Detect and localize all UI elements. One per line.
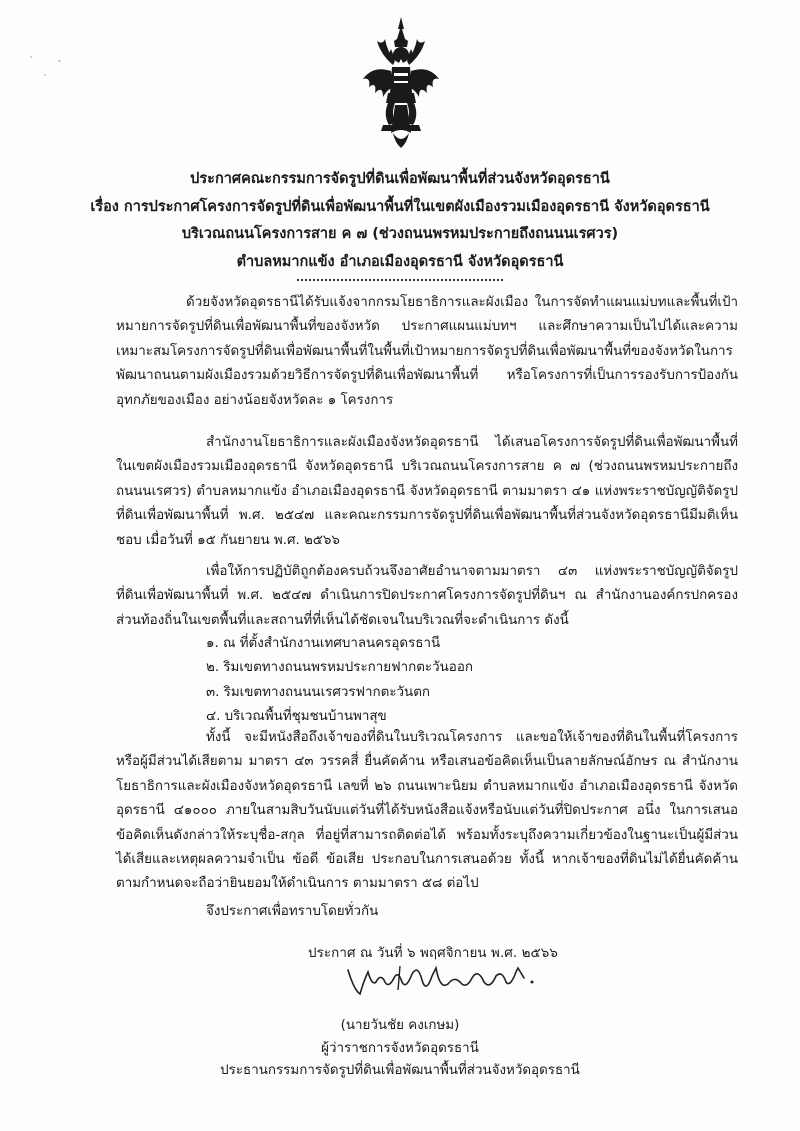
paragraph-proposal: สำนักงานโยธาธิการและผังเมืองจังหวัดอุดรธานี ได้เสนอโครงการจัดรูปที่ดินเพื่อพัฒนาพื้นที่ในเขตผังเมืองรวมเมืองอุดรธานี จังหวัดอุดรธานี บริเวณถนนโครงการสาย ค ๗ (ช่วงถนนพรหมประกายถึงถนนนเรศวร) ตำบลหมากแข้ง อำเภอเมืองอุดรธานี จังหวัดอุดรธานี ตามมาตรา ๔๑ แห่งพระราชบัญญัติจัดรูปที่ดินเพื่อพัฒนาพื้นที่ พ.ศ. ๒๕๔๗ และคณะกรรมการจัดรูปที่ดินเพื่อพัฒนาพื้นที่ส่วนจังหวัดอุดรธานีมีมติเห็นชอบ เมื่อวันที่ ๑๕ กันยายน พ.ศ. ๒๕๖๖ — [116, 435, 738, 548]
scan-speck — [58, 60, 61, 62]
list-item: ๔. บริเวณพื้นที่ชุมชนบ้านพาสุข — [206, 709, 387, 724]
list-item: ๓. ริมเขตทางถนนนเรศวรฟากตะวันตก — [206, 685, 431, 700]
paragraph-authority: เพื่อให้การปฏิบัติถูกต้องครบถ้วนจึงอาศัยอำนาจตามมาตรา ๔๓ แห่งพระราชบัญญัติจัดรูปที่ดินเพื่อพัฒนาพื้นที่ พ.ศ. ๒๕๔๗ ดำเนินการปิดประกาศโครงการจัดรูปที่ดินฯ ณ สำนักงานองค์กรปกครองส่วนท้องถิ่นในเขตพื้นที่และสถานที่ที่เห็นได้ชัดเจนในบริเวณที่จะดำเนินการ ดังนี้ — [116, 564, 738, 628]
announcement-district: ตำบลหมากแข้ง อำเภอเมืองอุดรธานี จังหวัดอุดรธานี — [236, 254, 564, 270]
paragraph-background: ด้วยจังหวัดอุดรธานีได้รับแจ้งจากกรมโยธาธิการและผังเมือง ในการจัดทำแผนแม่บทและพื้นที่เป้าหมายการจัดรูปที่ดินเพื่อพัฒนาพื้นที่ของจังหวัด ประกาศแผนแม่บทฯ และศึกษาความเป็นไปได้และความเหมาะสมโครงการจัดรูปที่ดินเพื่อพัฒนาพื้นที่ในพื้นที่เป้าหมายการจัดรูปที่ดินเพื่อพัฒนาพื้นที่ของจังหวัดในการพัฒนาถนนตามผังเมืองรวมด้วยวิธีการจัดรูปที่ดินเพื่อพัฒนาพื้นที่ หรือโครงการที่เป็นการรองรับการป้องกันอุทกภัยของเมือง อย่างน้อยจังหวัดละ ๑ โครงการ — [116, 295, 738, 408]
announcement-date: ประกาศ ณ วันที่ ๖ พฤศจิกายน พ.ศ. ๒๕๖๖ — [308, 946, 558, 961]
announcement-title: ประกาศคณะกรรมการจัดรูปที่ดินเพื่อพัฒนาพื้นที่ส่วนจังหวัดอุดรธานี — [190, 171, 610, 187]
signer-position: ผู้ว่าราชการจังหวัดอุดรธานี — [321, 1041, 479, 1056]
scan-speck — [30, 56, 32, 58]
announcement-location: บริเวณถนนโครงการสาย ค ๗ (ช่วงถนนพรหมประกายถึงถนนนเรศวร) — [181, 226, 619, 242]
closing-statement: จึงประกาศเพื่อทราบโดยทั่วกัน — [206, 904, 379, 919]
paragraph-objection: ทั้งนี้ จะมีหนังสือถึงเจ้าของที่ดินในบริเวณโครงการ และขอให้เจ้าของที่ดินในพื้นที่โครงการหรือผู้มีส่วนได้เสียตาม มาตรา ๔๓ วรรคสี่ ยื่นคัดค้าน หรือเสนอข้อคิดเห็นเป็นลายลักษณ์อักษร ณ สำนักงานโยธาธิการและผังเมืองจังหวัดอุดรธานี เลขที่ ๒๖ ถนนเพาะนิยม ตำบลหมากแข้ง อำเภอเมืองอุดรธานี จังหวัดอุดรธานี ๔๑๐๐๐ ภายในสามสิบวันนับแต่วันที่ได้รับหนังสือแจ้งหรือนับแต่วันที่ปิดประกาศ อนึ่ง ในการเสนอข้อคิดเห็นดังกล่าวให้ระบุชื่อ-สกุล ที่อยู่ที่สามารถติดต่อได้ พร้อมทั้งระบุถึงความเกี่ยวข้องในฐานะเป็นผู้มีส่วนได้เสียและเหตุผลความจำเป็น ข้อดี ข้อเสีย ประกอบในการเสนอด้วย ทั้งนี้ หากเจ้าของที่ดินไม่ได้ยื่นคัดค้านตามกำหนดจะถือว่ายินยอมให้ดำเนินการ ตามมาตรา ๕๘ ต่อไป — [116, 730, 738, 892]
title-divider — [297, 279, 503, 281]
handwritten-signature-icon — [340, 960, 570, 1000]
list-item: ๒. ริมเขตทางถนนพรหมประกายฟากตะวันออก — [206, 660, 473, 675]
scan-speck — [44, 74, 46, 76]
garuda-emblem-icon — [361, 15, 441, 150]
list-item: ๑. ณ ที่ตั้งสำนักงานเทศบาลนครอุดรธานี — [206, 636, 441, 651]
signer-name: (นายวันชัย คงเกษม) — [340, 1018, 460, 1033]
announcement-subject: เรื่อง การประกาศโครงการจัดรูปที่ดินเพื่อพัฒนาพื้นที่ในเขตผังเมืองรวมเมืองอุดรธานี จังหวัดอุดรธานี — [90, 199, 710, 215]
signer-role: ประธานกรรมการจัดรูปที่ดินเพื่อพัฒนาพื้นที่ส่วนจังหวัดอุดรธานี — [220, 1063, 580, 1078]
